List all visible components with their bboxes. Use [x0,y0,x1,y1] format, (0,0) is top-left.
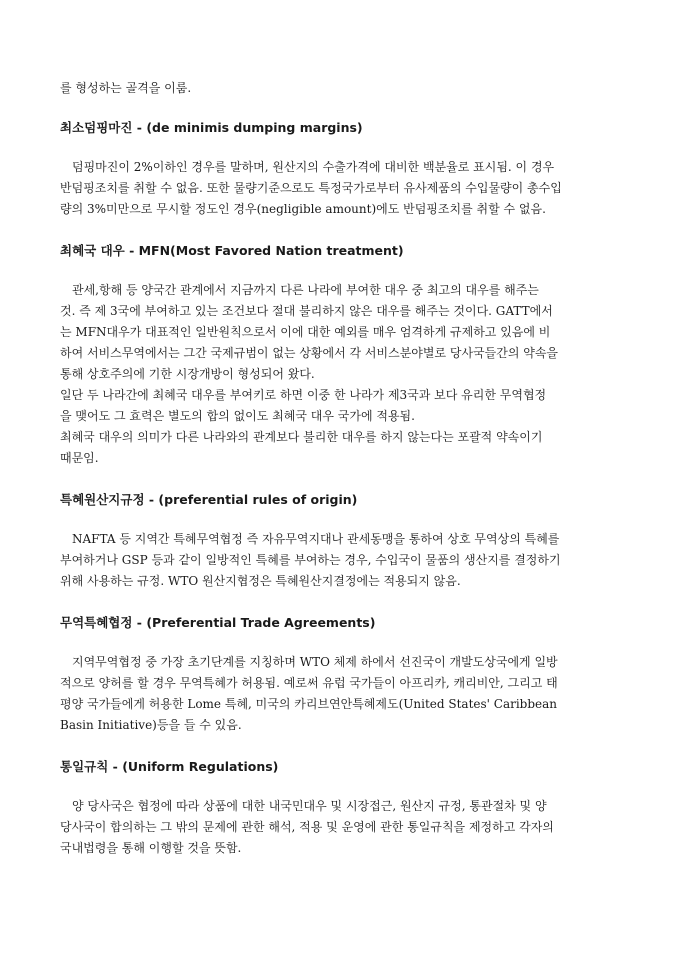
definition-line: 양 당사국은 협정에 따라 상품에 대한 내국민대우 및 시장접근, 원산지 규정, 통관절차 및 양 [72,799,547,813]
definition-line: 위해 사용하는 규정. WTO 원산지협정은 특혜원산지결정에는 적용되지 않음. [60,574,461,588]
definition-paragraph [60,652,622,736]
definition-line: 량의 3%미만으로 무시할 정도인 경우(negligible amount)에도 반덤핑조치를 취할 수 없음. [60,202,546,216]
intro-text: 를 형성하는 골격을 이룸. [60,81,192,95]
definition-line: NAFTA 등 지역간 특혜무역협정 즉 자유무역지대나 관세동맹을 통하여 상호 무역상의 특혜를 [72,532,560,546]
term-heading: 최혜국 대우 - MFN(Most Favored Nation treatment) [60,243,404,258]
definition-paragraph [60,796,622,859]
definition-line: 적으로 양허를 할 경우 무역특혜가 허용됨. 예로써 유럽 국가들이 아프리카, 캐리비안, 그리고 태 [60,676,558,690]
definition-line: Basin Initiative)등을 들 수 있음. [60,718,242,732]
definition-paragraph [60,280,622,469]
definition-line: 는 MFN대우가 대표적인 일반원칙으로서 이에 대한 예외를 매우 엄격하게 규제하고 있음에 비 [60,325,551,339]
definition-line: 부여하거나 GSP 등과 같이 일방적인 특혜를 부여하는 경우, 수입국이 물품의 생산지를 결정하기 [60,553,561,567]
definition-line: 일단 두 나라간에 최혜국 대우를 부여키로 하면 이중 한 나라가 제3국과 보다 유리한 무역협정 [60,388,547,402]
definition-line: 당사국이 합의하는 그 밖의 문제에 관한 해석, 적용 및 운영에 관한 통일규칙을 제정하고 각자의 [60,820,554,834]
term-heading: 최소덤핑마진 - (de minimis dumping margins) [60,120,363,135]
definition-paragraph [60,157,622,220]
definition-line: 평양 국가들에게 허용한 Lome 특혜, 미국의 카리브연안특혜제도(United States' Caribbean [60,697,558,711]
section-uniform-regulations [60,758,622,859]
definition-line: 하여 서비스무역에서는 그간 국제규범이 없는 상황에서 각 서비스분야별로 당사국들간의 약속을 [60,346,559,360]
definition-line: 반덤핑조치를 취할 수 없음. 또한 물량기준으로도 특정국가로부터 유사제품의 수입물량이 총수입 [60,181,562,195]
term-heading: 특혜원산지규정 - (preferential rules of origin) [60,492,358,507]
definition-line: 덤핑마진이 2%이하인 경우를 말하며, 원산지의 수출가격에 대비한 백분율로 표시됨. 이 경우 [72,160,555,174]
definition-paragraph [60,529,622,592]
definition-line: 것. 즉 제 3국에 부여하고 있는 조건보다 절대 불리하지 않은 대우를 해주는 것이다. GATT에서 [60,304,553,318]
section-preferential-rules-of-origin [60,491,622,592]
definition-line: 국내법령을 통해 이행할 것을 뜻함. [60,841,242,855]
definition-line: 최혜국 대우의 의미가 다른 나라와의 관계보다 불리한 대우를 하지 않는다는 포괄적 약속이기 [60,430,543,444]
document-page [60,78,622,881]
term-heading: 무역특혜협정 - (Preferential Trade Agreements) [60,615,376,630]
definition-line: 을 맺어도 그 효력은 별도의 합의 없이도 최혜국 대우 국가에 적용됨. [60,409,415,423]
definition-line: 때문임. [60,451,99,465]
term-heading: 통일규칙 - (Uniform Regulations) [60,759,279,774]
definition-line: 통해 상호주의에 기한 시장개방이 형성되어 왔다. [60,367,315,381]
definition-line: 관세,항해 등 양국간 관계에서 지금까지 다른 나라에 부여한 대우 중 최고의 대우를 해주는 [72,283,539,297]
section-mfn [60,242,622,469]
definition-line: 지역무역협정 중 가장 초기단계를 지칭하며 WTO 체제 하에서 선진국이 개발도상국에게 일방 [72,655,558,669]
section-preferential-trade-agreements [60,614,622,736]
section-de-minimis [60,119,622,220]
